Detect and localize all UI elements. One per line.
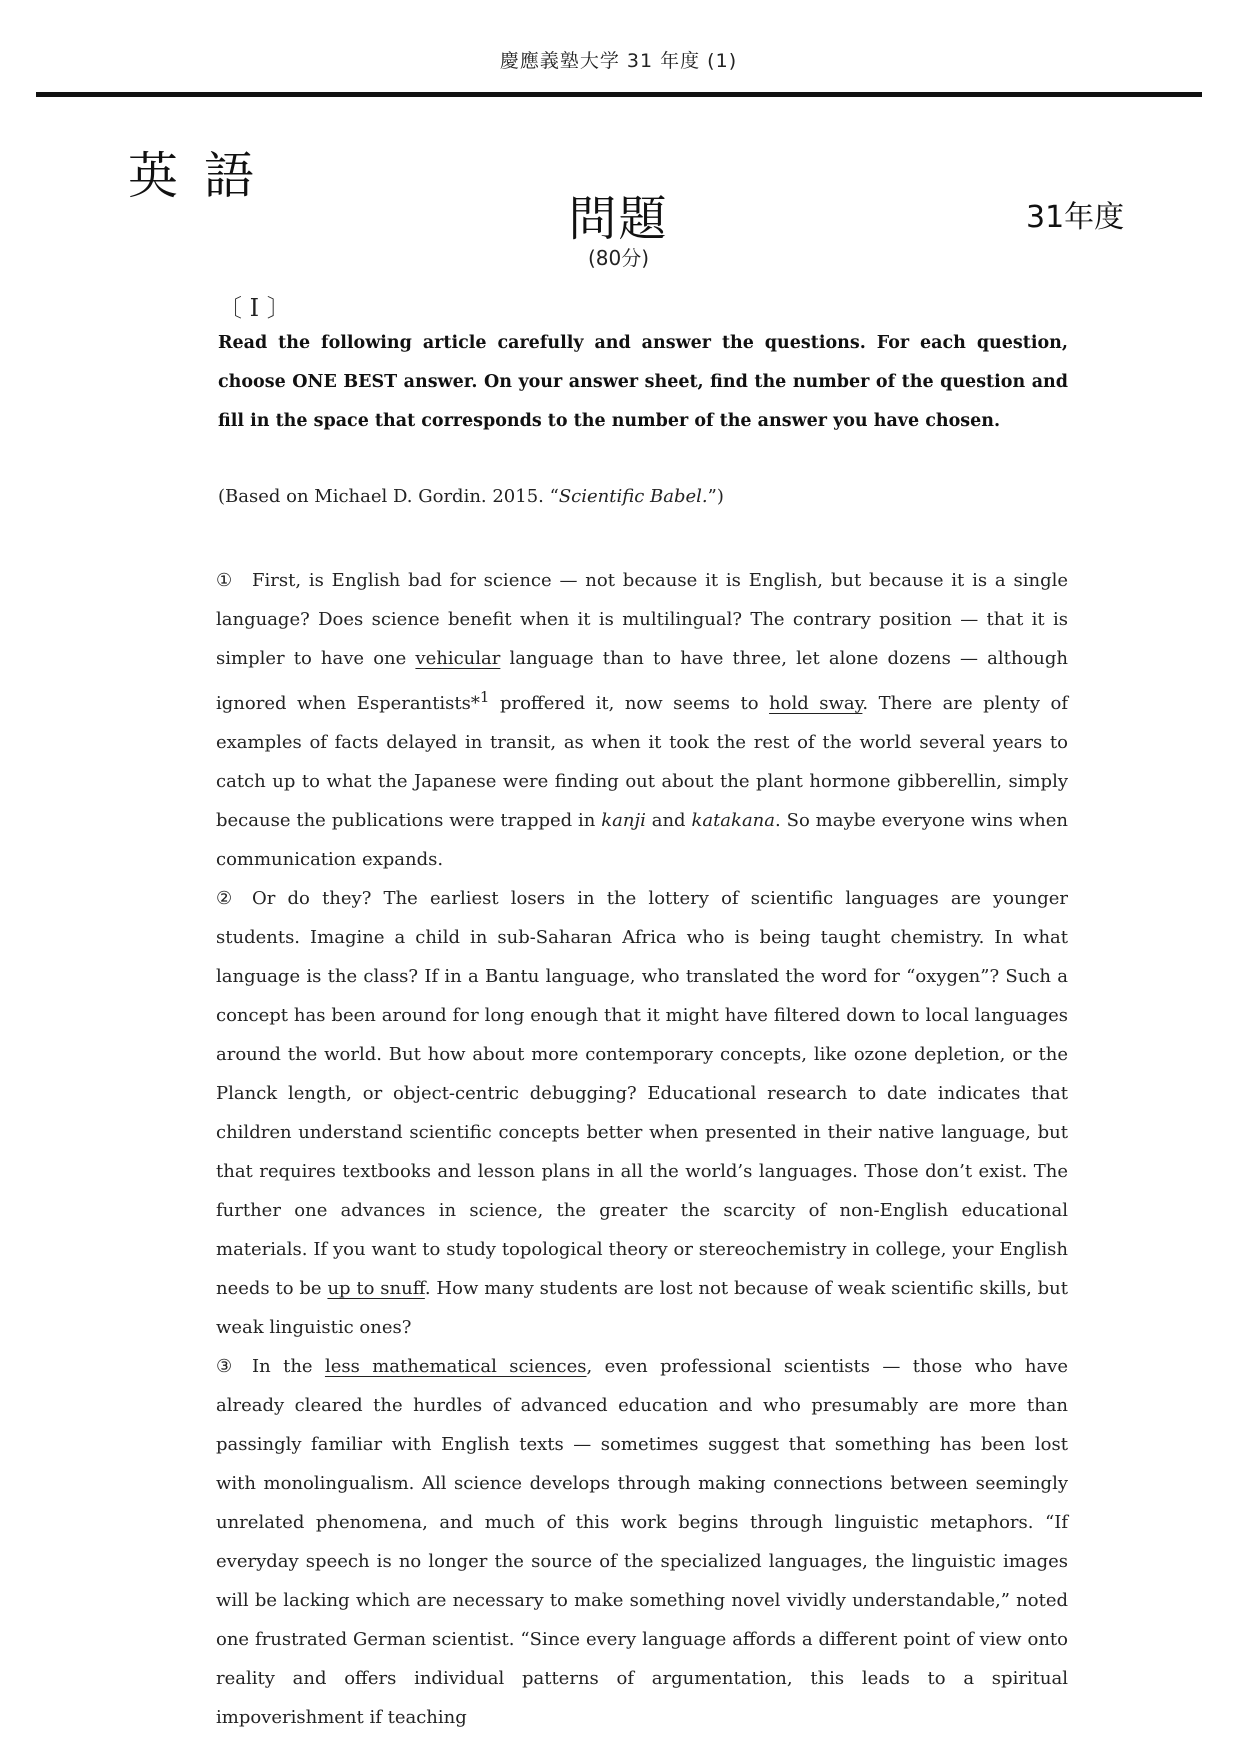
- paragraph-2: [216, 879, 1068, 1347]
- paragraph-number: ③: [216, 1356, 233, 1377]
- section-number: 〔 I 〕: [218, 294, 291, 322]
- paragraph-text: . So maybe everyone wins when communication expands.: [216, 810, 1068, 870]
- paragraph-text: . How many students are lost not because of weak scientific skills, but weak linguistic ones?: [216, 1278, 1068, 1338]
- source-prefix: (Based on Michael D. Gordin. 2015. “: [218, 486, 559, 507]
- paragraph-text: language than to have three, let alone dozens — although ignored when Esperantists*: [216, 648, 1068, 714]
- paragraph-text: . There are plenty of examples of facts delayed in transit, as when it took the rest of the world several years to catch up to what the Japanese were finding out about the plant hormone gibberellin, simply because the publications were trapped in: [216, 693, 1069, 831]
- exam-duration: (80分): [587, 246, 650, 270]
- footnote-marker: 1: [479, 688, 490, 706]
- underlined-term-vehicular: vehicular: [415, 648, 501, 669]
- paragraph-text: Or do they? The earliest losers in the lottery of scientific languages are younger students. Imagine a child in sub-Saharan Africa who is being taught chemistry. In what language is the class? If in a Bantu language, who translated the word for “oxygen”? Such a concept has been around for long enough that it might have filtered down to local languages around the world. But how about more contemporary concepts, like ozone depletion, or the Planck length, or object-centric debugging? Educational research to date indicates that children understand scientific concepts better when presented in their native language, but that requires textbooks and lesson plans in all the world’s languages. Those don’t exist. The further one advances in science, the greater the scarcity of non-English educational materials. If you want to study topological theory or stereochemistry in college, your English needs to be: [216, 888, 1068, 1299]
- exam-heading: 問題: [568, 191, 669, 247]
- underlined-term-up-to-snuff: up to snuff: [327, 1278, 425, 1299]
- paragraph-number: ①: [216, 570, 233, 591]
- source-suffix: ”): [707, 486, 724, 507]
- page-header: 慶應義塾大学 31 年度 (1): [499, 50, 738, 72]
- italic-katakana: katakana: [691, 810, 776, 831]
- paragraph-3: [216, 1347, 1068, 1737]
- source-citation: [218, 486, 724, 507]
- underlined-term-less-mathematical-sciences: less mathematical sciences: [324, 1356, 587, 1377]
- paragraph-text: and: [645, 810, 692, 831]
- header-rule: [36, 92, 1202, 97]
- source-title: Scientific Babel.: [558, 486, 708, 507]
- paragraph-text: proffered it, now seems to: [489, 693, 770, 714]
- paragraph-1: [216, 561, 1068, 879]
- subject-title: 英語: [128, 147, 280, 205]
- paragraph-text: In the: [252, 1356, 325, 1377]
- article-body: [216, 561, 1068, 1737]
- paragraph-text: First, is English bad for science — not because it is English, but because it is a single language? Does science benefit when it is multilingual? The contrary position — that it is simpler to have one: [216, 570, 1068, 669]
- underlined-term-hold-sway: hold sway: [769, 693, 863, 714]
- paragraph-text: , even professional scientists — those who have already cleared the hurdles of advanced education and who presumably are more than passingly familiar with English texts — sometimes suggest that something has been lost with monolingualism. All science develops through making connections between seemingly unrelated phenomena, and much of this work begins through linguistic metaphors. “If everyday speech is no longer the source of the specialized languages, the linguistic images will be lacking which are necessary to make something novel vividly understandable,” noted one frustrated German scientist. “Since every language affords a different point of view onto reality and offers individual patterns of argumentation, this leads to a spiritual impoverishment if teaching: [216, 1356, 1069, 1728]
- exam-year: 31年度: [1026, 200, 1125, 235]
- paragraph-number: ②: [216, 888, 233, 909]
- section-instructions: Read the following article carefully and answer the questions. For each question, choose ONE BEST answer. On your answer sheet, find the number of the question and fill in the space that corresponds to the number of the answer you have chosen.: [218, 333, 1068, 431]
- italic-kanji: kanji: [601, 810, 646, 831]
